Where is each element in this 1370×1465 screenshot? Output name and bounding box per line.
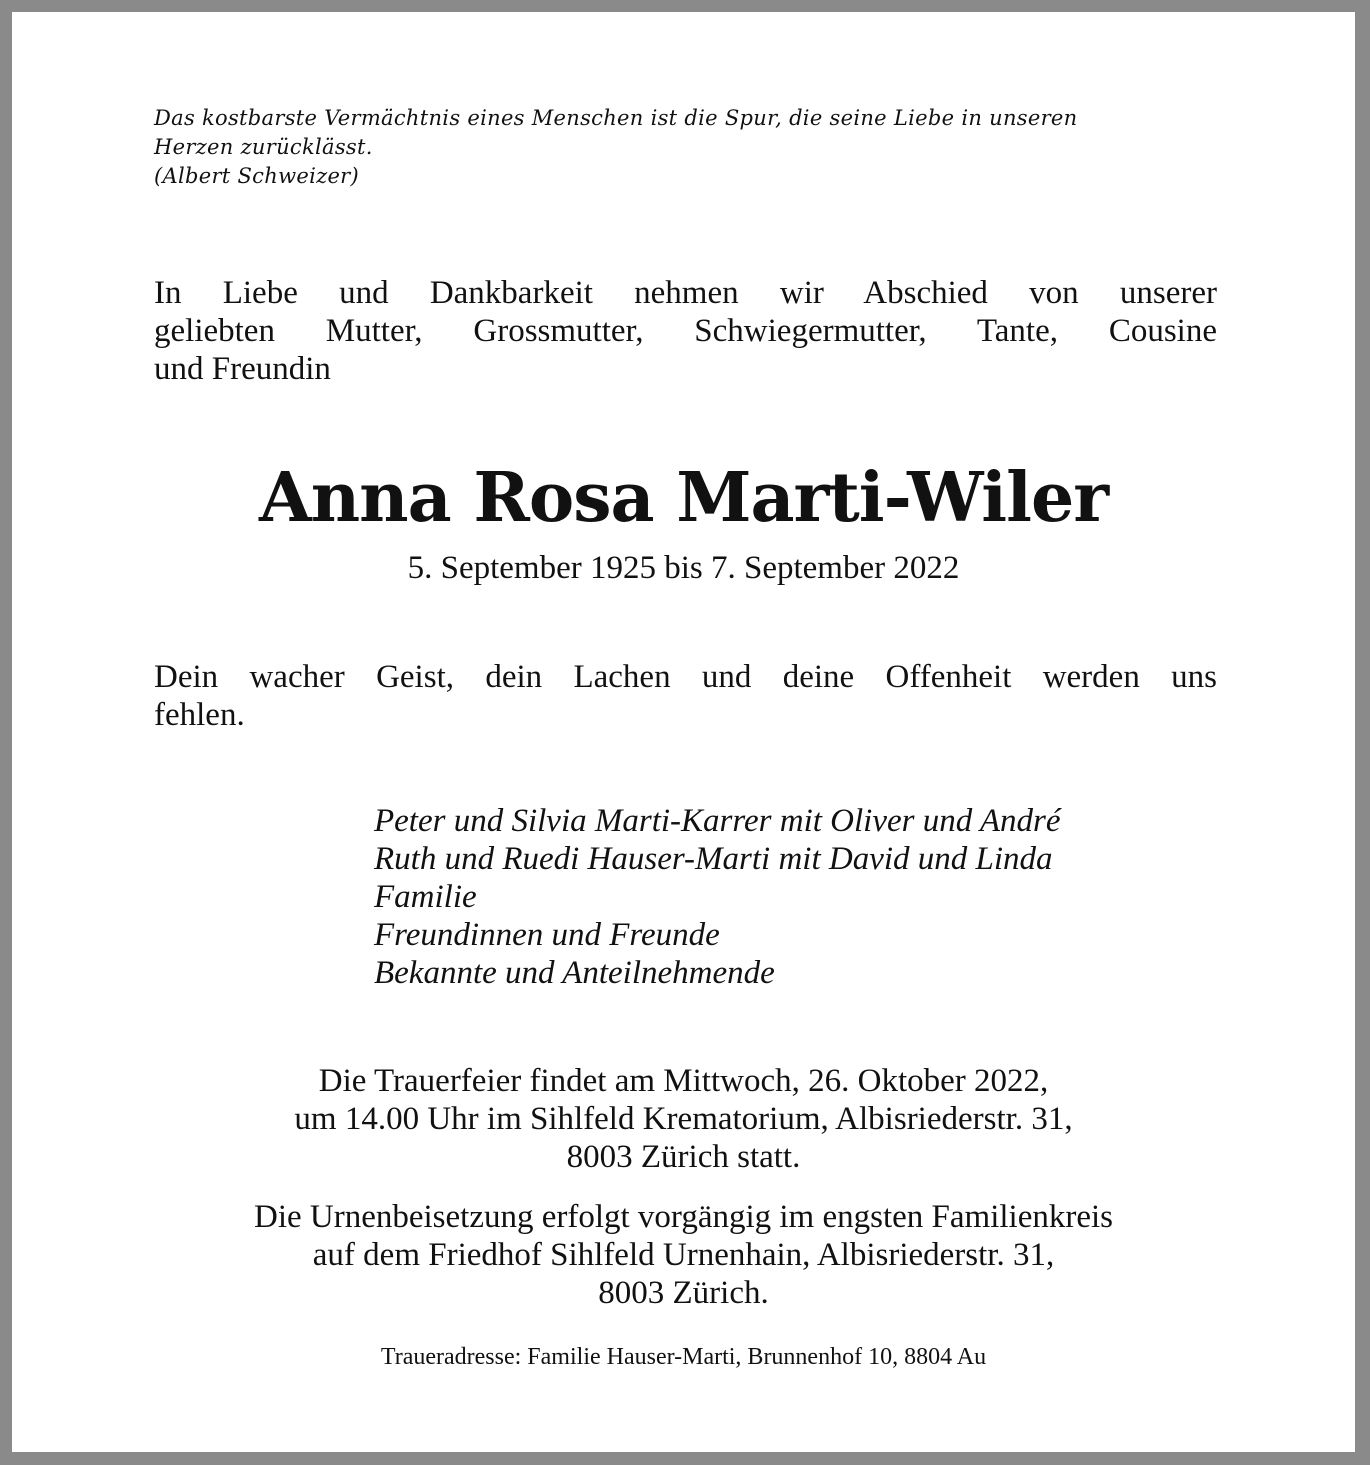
mourners-list: [374, 802, 1234, 992]
intro-paragraph: [154, 274, 1217, 388]
service-line: 8003 Zürich statt.: [566, 1139, 801, 1175]
quote-attribution: (Albert Schweizer): [154, 164, 360, 188]
burial-line: 8003 Zürich.: [598, 1275, 769, 1311]
burial-line: Die Urnenbeisetzung erfolgt vorgängig im engsten Familienkreis: [253, 1199, 1113, 1235]
mourner-entry: Bekannte und Anteilnehmende: [374, 955, 775, 991]
mourner-entry: Peter und Silvia Marti-Karrer mit Oliver und André: [374, 803, 1061, 839]
epigraph-quote: [154, 104, 1234, 191]
farewell-line: Dein wacher Geist, dein Lachen und deine Offenheit werden uns: [154, 659, 1217, 695]
quote-line: Herzen zurücklässt.: [154, 135, 373, 159]
service-announcement: [12, 1062, 1355, 1176]
burial-line: auf dem Friedhof Sihlfeld Urnenhain, Albisriederstr. 31,: [312, 1237, 1055, 1273]
farewell-paragraph: [154, 658, 1217, 734]
intro-line: geliebten Mutter, Grossmutter, Schwiegermutter, Tante, Cousine: [154, 313, 1217, 349]
intro-line: In Liebe und Dankbarkeit nehmen wir Abschied von unserer: [154, 275, 1217, 311]
service-line: Die Trauerfeier findet am Mittwoch, 26. Oktober 2022,: [318, 1063, 1049, 1099]
farewell-line: fehlen.: [154, 697, 245, 733]
service-line: um 14.00 Uhr im Sihlfeld Krematorium, Albisriederstr. 31,: [294, 1101, 1073, 1137]
burial-announcement: [12, 1198, 1355, 1312]
deceased-name: Anna Rosa Marti-Wiler: [258, 458, 1109, 538]
mourning-address: Traueradresse: Familie Hauser-Marti, Brunnenhof 10, 8804 Au: [380, 1344, 987, 1370]
mourner-entry: Familie: [374, 879, 477, 915]
intro-line: und Freundin: [154, 351, 331, 387]
obituary-page: [12, 12, 1355, 1452]
quote-line: Das kostbarste Vermächtnis eines Menschen ist die Spur, die seine Liebe in unseren: [154, 106, 1078, 130]
life-dates: 5. September 1925 bis 7. September 2022: [407, 550, 960, 586]
mourner-entry: Ruth und Ruedi Hauser-Marti mit David und Linda: [374, 841, 1053, 877]
mourner-entry: Freundinnen und Freunde: [374, 917, 720, 953]
